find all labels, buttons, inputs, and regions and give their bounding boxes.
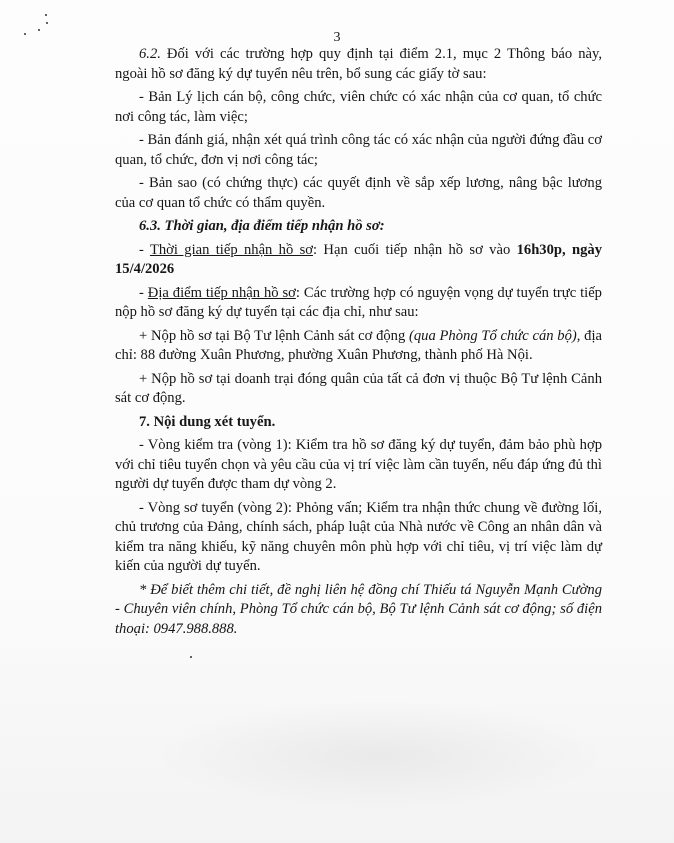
place-option-1: + Nộp hồ sơ tại Bộ Tư lệnh Cảnh sát cơ động (qua Phòng Tổ chức cán bộ), địa chỉ: 88 đường Xuân Phương, phường Xuân Phương, thành phố Hà Nội. [115, 327, 602, 363]
section-6-2-item: - Bản Lý lịch cán bộ, công chức, viên chức có xác nhận của cơ quan, tổ chức nơi công tác, làm việc; [115, 89, 602, 125]
receipt-place-paragraph: - Địa điểm tiếp nhận hồ sơ: Các trường hợp có nguyện vọng dự tuyển trực tiếp nộp hồ sơ đăng ký dự tuyển tại các địa chỉ, như sau: [115, 284, 602, 320]
section-6-2-item: - Bản đánh giá, nhận xét quá trình công tác có xác nhận của người đứng đầu cơ quan, tổ chức, đơn vị nơi công tác; [115, 132, 602, 168]
scan-speck [190, 656, 192, 658]
place-option-2: + Nộp hồ sơ tại doanh trại đóng quân của tất cả đơn vị thuộc Bộ Tư lệnh Cảnh sát cơ động. [115, 370, 602, 406]
scan-speck [45, 14, 47, 16]
section-6-2-intro: 6.2. Đối với các trường hợp quy định tại điểm 2.1, mục 2 Thông báo này, ngoài hồ sơ đăng ký dự tuyển nêu trên, bổ sung các giấy tờ sau: [115, 46, 602, 82]
section-6-2-item: - Bản sao (có chứng thực) các quyết định về sắp xếp lương, nâng bậc lương của cơ quan tổ chức có thẩm quyền. [115, 175, 602, 211]
deadline: 16h30p, ngày 15/4/2026 [115, 241, 603, 277]
contact-note: * Để biết thêm chi tiết, đề nghị liên hệ đồng chí Thiếu tá Nguyễn Mạnh Cường - Chuyên viên chính, Phòng Tổ chức cán bộ, Bộ Tư lệnh Cảnh sát cơ động; số điện thoại: 0947.988.888. [115, 581, 602, 637]
section-6-2-number: 6.2. [139, 46, 161, 62]
round-2: - Vòng sơ tuyển (vòng 2): Phỏng vấn; Kiểm tra nhận thức chung về đường lối, chủ trương của Đảng, chính sách, pháp luật của Nhà nước về Công an nhân dân và kiểm tra năng khiếu, kỹ năng chuyên môn phù hợp với chỉ tiêu, vị trí việc làm dự kiến của người dự tuyển. [115, 499, 602, 574]
section-6-3-heading: 6.3. Thời gian, địa điểm tiếp nhận hồ sơ: [139, 218, 385, 234]
scan-shadow [150, 700, 610, 810]
scan-speck [46, 22, 48, 24]
section-7-heading: 7. Nội dung xét tuyển. [139, 413, 276, 430]
page-number: 3 [333, 30, 341, 45]
receipt-place-label: Địa điểm tiếp nhận hồ sơ [147, 284, 296, 301]
receipt-time-paragraph: - Thời gian tiếp nhận hồ sơ: Hạn cuối tiếp nhận hồ sơ vào 16h30p, ngày 15/4/2026 [115, 241, 603, 277]
receipt-time-label: Thời gian tiếp nhận hồ sơ [149, 241, 314, 258]
round-1: - Vòng kiểm tra (vòng 1): Kiểm tra hồ sơ đăng ký dự tuyển, đảm bảo phù hợp với chỉ tiêu tuyển chọn và yêu cầu của vị trí việc làm cần tuyển, nếu đáp ứng đủ thì người dự tuyển được tham dự vòng 2. [115, 437, 602, 492]
document-body [115, 45, 602, 643]
